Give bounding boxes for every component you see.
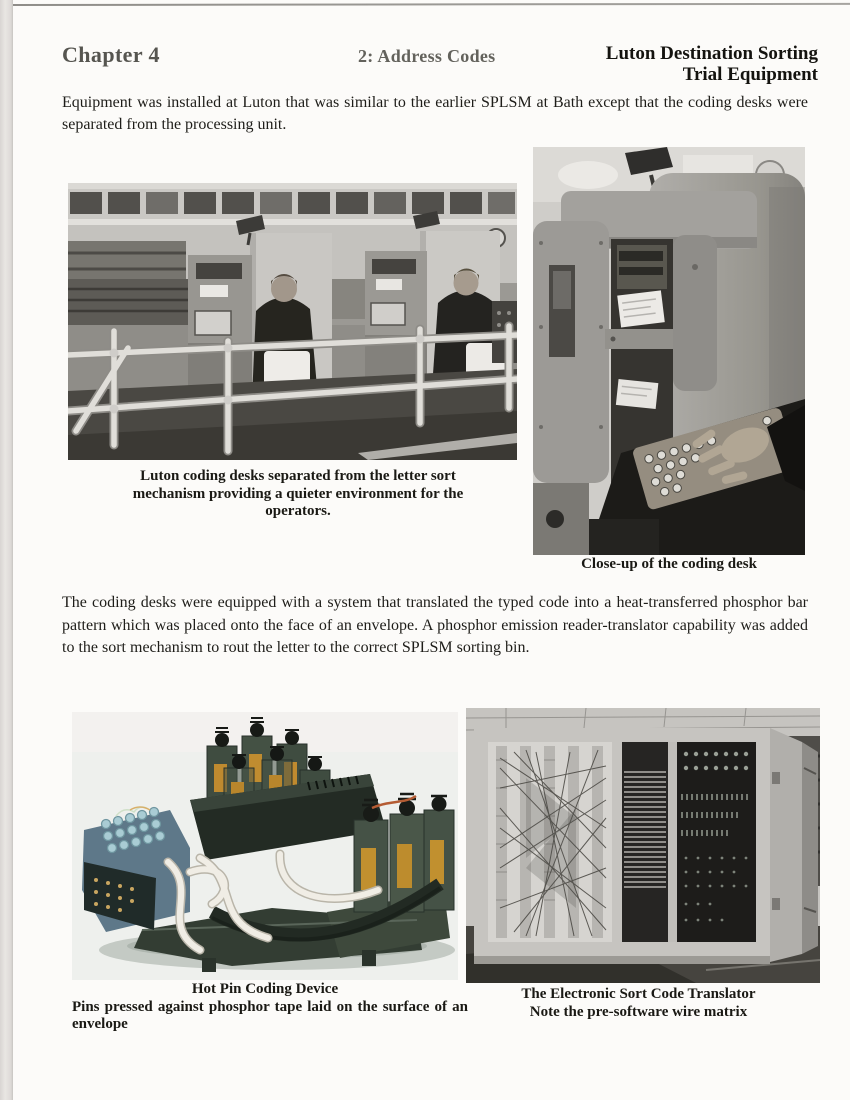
caption-hot-pin-body: Pins pressed against phosphor tape laid on the surface of an envelope: [72, 999, 468, 1032]
page-title-line1: Luton Destination Sorting: [605, 43, 818, 64]
caption-translator: [466, 986, 811, 1021]
scan-edge-left: [0, 0, 13, 1100]
section-label: 2: Address Codes: [358, 46, 496, 66]
caption-closeup: Close-up of the coding desk: [581, 556, 757, 572]
chapter-label: Chapter 4: [62, 42, 160, 67]
photo-hot-pin-coding-device: [72, 712, 458, 980]
page-edge-top: [13, 3, 850, 6]
page-title: [518, 43, 818, 85]
page-title-line2: Trial Equipment: [682, 64, 818, 85]
photo-translator-art: [466, 708, 820, 983]
caption-coding-desks: Luton coding desks separated from the letter sort mechanism providing a quieter environment for the operators.: [132, 468, 464, 519]
photo-luton-coding-desks-art: [68, 183, 517, 460]
photo-hot-pin-device-art: [72, 712, 458, 980]
body-paragraph: The coding desks were equipped with a system that translated the typed code into a heat-transferred phosphor bar pattern which was placed onto the face of an envelope. A phosphor emission reader-translator capability was added to the sort mechanism to rout the letter to the correct SPLSM sorting bin.: [62, 594, 808, 656]
photo-sort-code-translator: [466, 708, 820, 983]
photo-coding-desk-closeup: [533, 147, 805, 555]
intro-paragraph: Equipment was installed at Luton that was similar to the earlier SPLSM at Bath except that the coding desks were separated from the processing unit.: [62, 94, 808, 133]
caption-hot-pin-title: Hot Pin Coding Device: [191, 981, 339, 997]
photo-luton-coding-desks: [68, 183, 517, 460]
photo-coding-desk-closeup-art: [533, 147, 805, 555]
caption-translator-line1: The Electronic Sort Code Translator: [521, 986, 756, 1002]
caption-translator-line2: Note the pre-software wire matrix: [529, 1003, 748, 1020]
